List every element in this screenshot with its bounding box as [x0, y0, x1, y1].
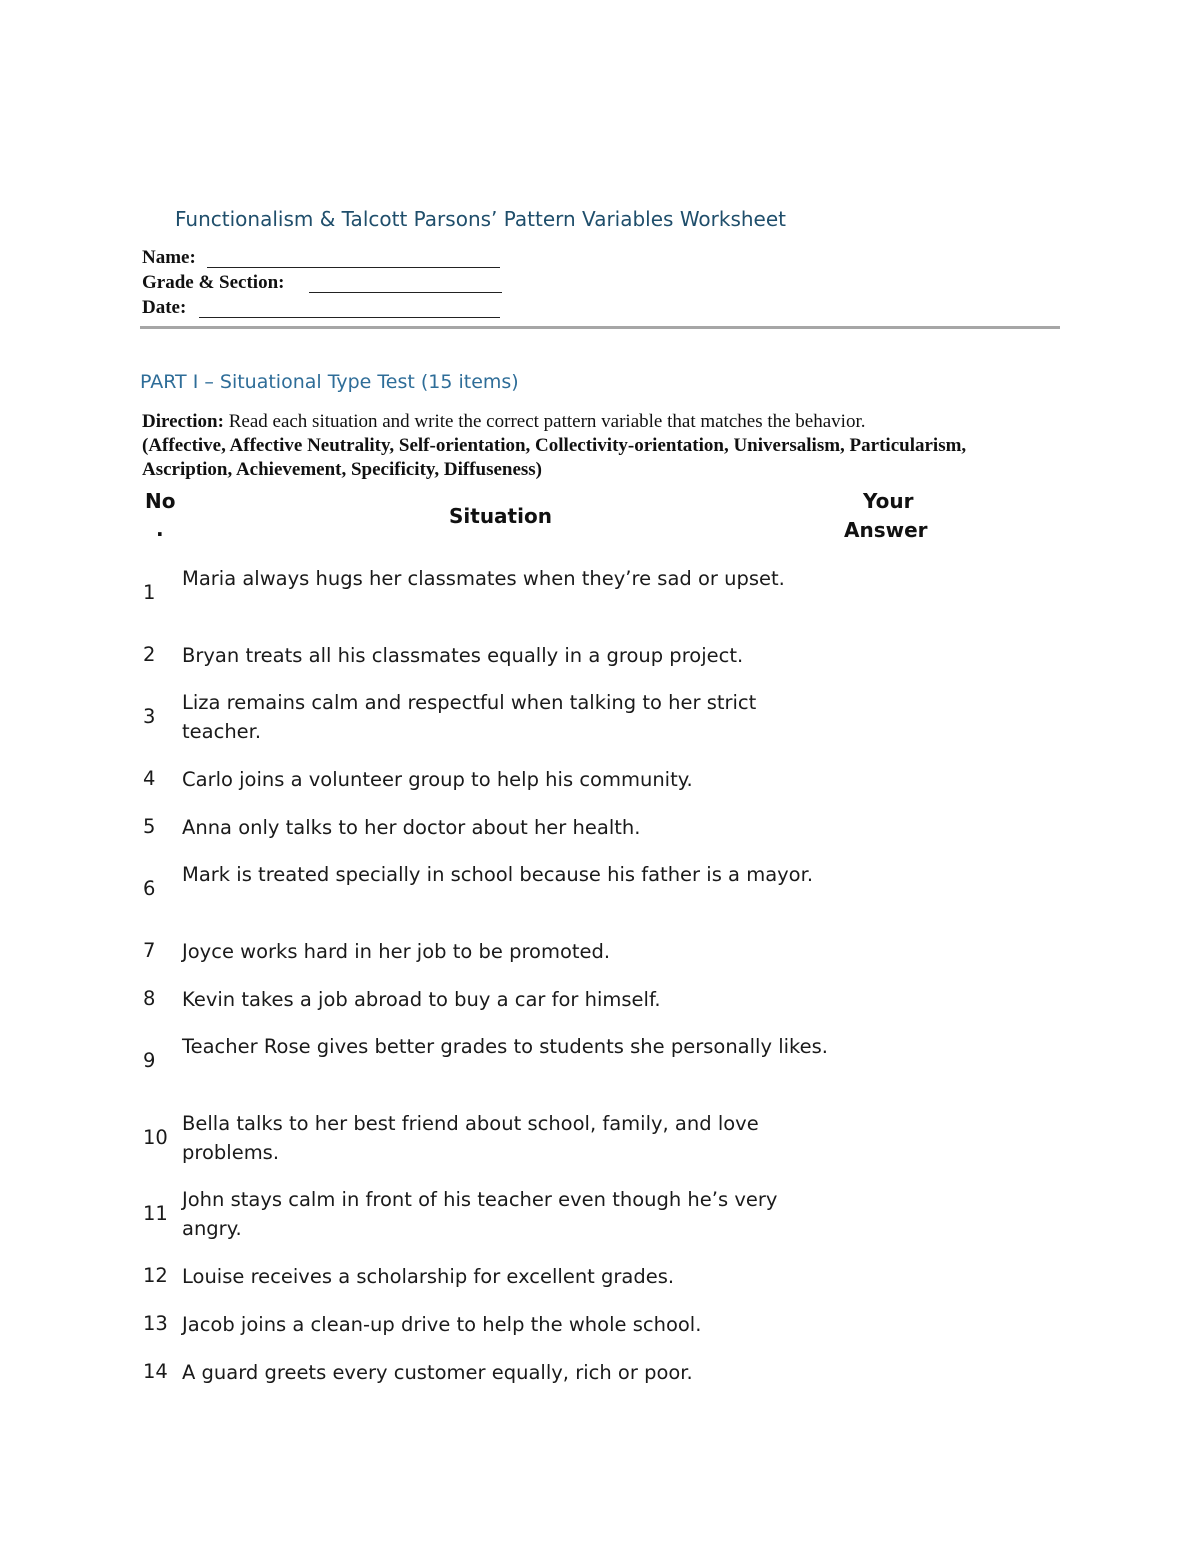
grade-section-blank-line[interactable]	[309, 292, 502, 293]
col-header-answer-line1: Your	[863, 489, 914, 513]
row-situation: Carlo joins a volunteer group to help his community.	[182, 768, 693, 791]
part1-heading: PART I – Situational Type Test (15 items)	[140, 371, 519, 393]
grade-section-label: Grade & Section:	[142, 272, 285, 293]
row-situation: Joyce works hard in her job to be promoted.	[182, 940, 611, 963]
row-situation: Anna only talks to her doctor about her health.	[182, 816, 641, 839]
row-number: 12	[143, 1264, 168, 1287]
row-number: 3	[143, 705, 156, 728]
row-number: 1	[143, 581, 156, 604]
row-situation: Bella talks to her best friend about school, family, and love problems.	[182, 1112, 759, 1164]
name-blank-line[interactable]	[207, 267, 500, 268]
row-number: 6	[143, 877, 156, 900]
date-label: Date:	[142, 297, 187, 318]
row-number: 11	[143, 1202, 168, 1225]
row-situation: Mark is treated specially in school because his father is a mayor.	[182, 863, 814, 886]
col-header-answer-line2: Answer	[844, 518, 928, 542]
col-header-situation: Situation	[449, 504, 552, 528]
pattern-variable-choices: (Affective, Affective Neutrality, Self-orientation, Collectivity-orientation, Universalism, Particularism, Ascription, Achievement, Specificity, Diffuseness)	[142, 435, 967, 480]
col-header-no-dot: .	[156, 517, 164, 541]
row-situation: John stays calm in front of his teacher even though he’s very angry.	[182, 1188, 778, 1240]
part1-direction	[142, 410, 1042, 482]
date-field	[142, 297, 186, 319]
grade-section-field	[142, 272, 284, 294]
row-number: 9	[143, 1049, 156, 1072]
col-header-no: No	[145, 489, 176, 513]
row-number: 13	[143, 1312, 168, 1335]
row-number: 8	[143, 987, 156, 1010]
row-number: 2	[143, 643, 156, 666]
row-number: 10	[143, 1126, 168, 1149]
header-divider	[140, 326, 1060, 329]
direction-text: Read each situation and write the correct pattern variable that matches the behavior.	[223, 411, 866, 432]
row-situation: Bryan treats all his classmates equally in a group project.	[182, 644, 744, 667]
row-number: 5	[143, 815, 156, 838]
row-situation: Jacob joins a clean-up drive to help the whole school.	[182, 1313, 702, 1336]
row-situation: A guard greets every customer equally, rich or poor.	[182, 1361, 693, 1384]
row-situation: Liza remains calm and respectful when talking to her strict teacher.	[182, 691, 757, 743]
name-label: Name:	[142, 247, 196, 268]
row-situation: Louise receives a scholarship for excellent grades.	[182, 1265, 675, 1288]
name-field	[142, 247, 196, 269]
row-number: 14	[143, 1360, 168, 1383]
row-situation: Maria always hugs her classmates when they’re sad or upset.	[182, 567, 785, 590]
worksheet-title: Functionalism & Talcott Parsons’ Pattern Variables Worksheet	[175, 207, 787, 231]
row-number: 7	[143, 939, 156, 962]
row-situation: Teacher Rose gives better grades to students she personally likes.	[182, 1035, 828, 1058]
direction-label: Direction:	[142, 411, 224, 432]
date-blank-line[interactable]	[199, 317, 500, 318]
row-number: 4	[143, 767, 156, 790]
row-situation: Kevin takes a job abroad to buy a car for himself.	[182, 988, 661, 1011]
